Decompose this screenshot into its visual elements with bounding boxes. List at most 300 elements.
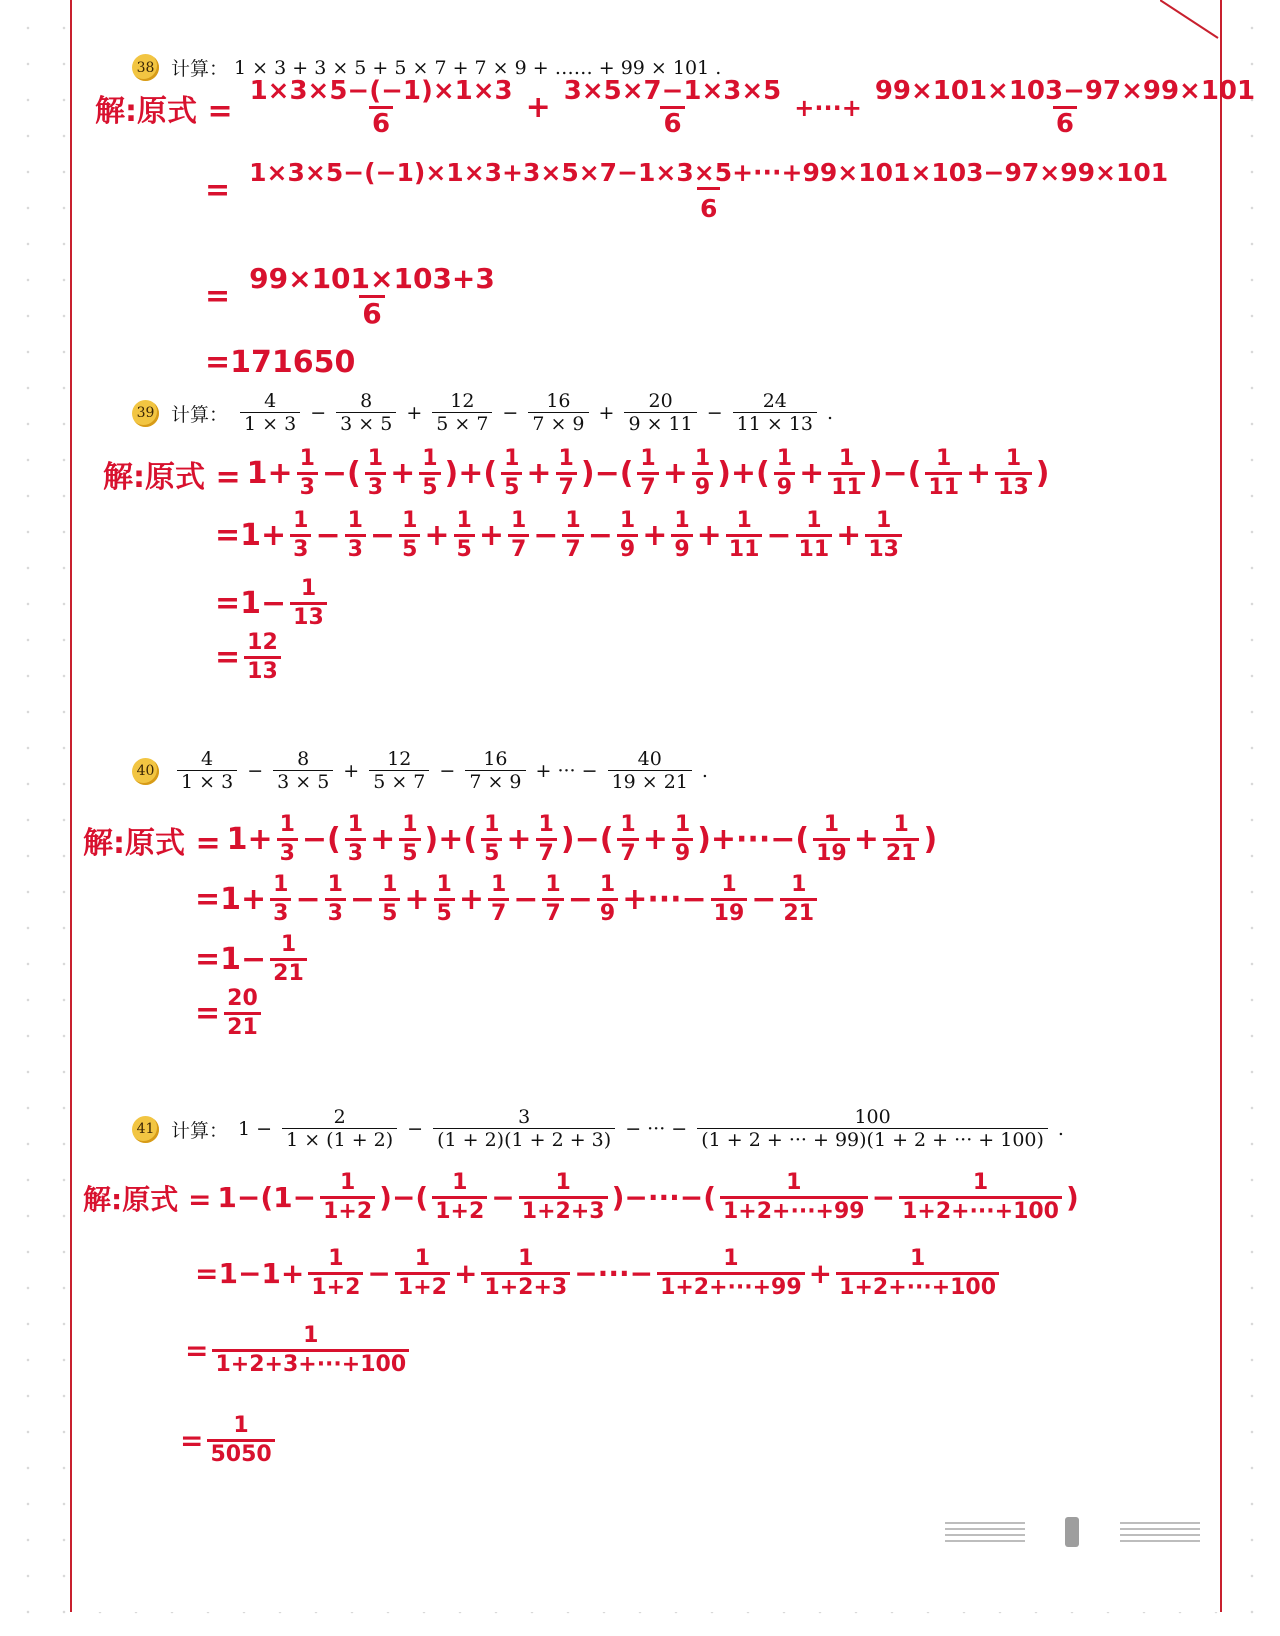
expression-text: 1+ (226, 822, 273, 857)
expression-text: = (180, 1424, 204, 1457)
denominator: 21 (224, 1012, 261, 1039)
fraction (542, 874, 563, 925)
denominator: 3 (277, 838, 298, 865)
denominator: 3 (325, 898, 346, 925)
denominator: 1+2+3 (481, 1272, 570, 1299)
operator: − (706, 402, 723, 425)
denominator: 3 (345, 534, 366, 561)
problem-number-badge: 41 (132, 1116, 159, 1143)
denominator: 5 (419, 472, 440, 499)
fraction (308, 1248, 363, 1299)
solution-41-line-1 (83, 1172, 1079, 1223)
solution-41-line-2 (195, 1248, 1003, 1299)
denominator: 1+2+···+99 (657, 1272, 805, 1299)
solution-prefix: 解:原式 = (83, 825, 221, 861)
expression-text: + (404, 882, 430, 917)
numerator: 1 (293, 508, 309, 533)
expression-text: − (513, 882, 539, 917)
fraction (637, 448, 658, 499)
fraction (290, 578, 327, 629)
denominator: 1+2 (395, 1272, 450, 1299)
numerator: 1 (484, 812, 500, 837)
fraction (780, 874, 817, 925)
expression-text: + (478, 518, 504, 553)
expression-text: )−( (580, 456, 634, 491)
fraction (865, 510, 902, 561)
fraction (519, 1172, 608, 1223)
fraction: $\frac{24}{11 \times 13}$ (733, 392, 817, 435)
fraction (290, 510, 311, 561)
fraction (320, 1172, 375, 1223)
numerator: 1 (303, 1323, 319, 1348)
operator: + ··· − (535, 760, 598, 783)
fraction (813, 814, 850, 865)
fraction (925, 448, 962, 499)
fraction: $\frac{3\times 5\times 7-1\times 3\times 5}{6}$ (563, 76, 782, 139)
expression-text: = (185, 1334, 209, 1367)
operator: + (598, 402, 615, 425)
expression-text: + (453, 1257, 478, 1290)
operator: − (439, 760, 456, 783)
expression-text: +···− (622, 882, 707, 917)
fraction (883, 814, 920, 865)
fraction: $\frac{20}{9 \times 11}$ (624, 392, 696, 435)
expression-text: + (853, 822, 879, 857)
expression-text: + (458, 882, 484, 917)
denominator: 5 (454, 534, 475, 561)
operator: − (502, 402, 519, 425)
expression-text: + (642, 822, 668, 857)
solution-38-line-4: =171650 (205, 345, 356, 380)
numerator: 1 (555, 1170, 571, 1195)
fraction (672, 814, 693, 865)
expression-text: + (799, 456, 825, 491)
numerator: 1 (436, 872, 452, 897)
expression-text: − (295, 882, 321, 917)
page-scroll-indicator[interactable] (945, 1515, 1200, 1549)
fraction (774, 448, 795, 499)
denominator: 1+2+3 (519, 1196, 608, 1223)
denominator: 11 (726, 534, 763, 561)
fraction (488, 874, 509, 925)
numerator: 1 (694, 446, 711, 471)
solution-38-line-1 (95, 78, 1262, 137)
denominator: 1+2+···+99 (720, 1196, 868, 1223)
denominator: 13 (290, 602, 327, 629)
expression-text: )−( (868, 456, 922, 491)
fraction (277, 814, 298, 865)
denominator: 5 (379, 898, 400, 925)
denominator: 3 (270, 898, 291, 925)
fraction (297, 448, 318, 499)
operator: 1 − (238, 1118, 273, 1141)
denominator: 19 (711, 898, 748, 925)
numerator: 1 (838, 446, 855, 471)
fraction: $\frac{12}{5 \times 7}$ (432, 392, 492, 435)
denominator: 7 (536, 838, 557, 865)
denominator: 9 (617, 534, 638, 561)
fraction (481, 1248, 570, 1299)
expression (215, 510, 906, 561)
fraction: 4 1 × 3 (240, 392, 300, 435)
problem-40 (132, 750, 712, 793)
fraction: $\frac{99\times 101\times 103+3}{6}$ (249, 262, 495, 330)
expression-text: + (390, 456, 416, 491)
fraction (207, 1415, 274, 1466)
fraction: $\frac{99\times 101\times 103-97\times 99\times 101}{6}$ (874, 76, 1256, 139)
expression (195, 1248, 1003, 1299)
numerator: 1 (558, 446, 574, 471)
denominator: 1+2+3+···+100 (212, 1349, 409, 1376)
expression (247, 448, 1050, 499)
numerator: 1 (402, 508, 418, 533)
numerator: 1 (620, 812, 636, 837)
expression-text: ) (1066, 1181, 1079, 1214)
fraction (399, 510, 420, 561)
numerator: 1 (339, 1170, 356, 1195)
denominator: 1+2 (432, 1196, 487, 1223)
solution-39-line-3 (215, 578, 331, 629)
denominator: 1+2 (308, 1272, 363, 1299)
denominator: 7 (617, 838, 638, 865)
fraction (796, 510, 833, 561)
expression-text: )+( (444, 456, 498, 491)
expression-text: =1− (215, 586, 287, 621)
expression (217, 1172, 1078, 1223)
fraction (434, 874, 455, 925)
denominator: 5 (501, 472, 522, 499)
denominator: 13 (244, 656, 281, 683)
numerator: 1 (280, 932, 297, 957)
fraction: $\frac{3}{(1 + 2)(1 + 2 + 3)}$ (433, 1108, 615, 1151)
numerator: 1 (619, 508, 636, 533)
expression-text: + (506, 822, 532, 857)
denominator: 13 (865, 534, 902, 561)
fraction (419, 448, 440, 499)
numerator: 1 (347, 812, 364, 837)
operator: − (407, 1118, 424, 1141)
numerator: 1 (367, 446, 384, 471)
denominator: 21 (883, 838, 920, 865)
solution-38-line-3 (205, 262, 502, 330)
numerator: 1 (736, 508, 752, 533)
denominator: 5050 (207, 1439, 274, 1466)
numerator: 1 (791, 872, 807, 897)
solution-39-line-2 (215, 510, 906, 561)
fraction (325, 874, 346, 925)
denominator: 9 (597, 898, 618, 925)
problem-label: 计算： (171, 403, 229, 426)
denominator: 7 (562, 534, 583, 561)
numerator: 1 (723, 1246, 739, 1271)
numerator: 1 (422, 446, 438, 471)
expression-text: + (370, 822, 396, 857)
numerator: 1 (674, 508, 690, 533)
numerator: 1 (233, 1413, 249, 1438)
expression-text: + (836, 518, 862, 553)
numerator: 1 (538, 812, 554, 837)
denominator: 7 (508, 534, 529, 561)
problem-number-badge: 40 (132, 758, 159, 785)
fraction: $\frac{100}{(1 + 2 + \cdot\cdot\cdot + 99)(1 + 2 + \cdot\cdot\cdot + 100)}$ (697, 1108, 1048, 1151)
problem-39 (132, 392, 837, 435)
fraction (224, 988, 261, 1039)
fraction (536, 814, 557, 865)
expression-text: − (367, 1257, 391, 1290)
numerator: 1 (721, 872, 737, 897)
operator: + (406, 402, 423, 425)
expression-text: + (966, 456, 992, 491)
fraction (270, 874, 291, 925)
solution-prefix: 解:原式 = (95, 93, 233, 129)
expression-text: − (766, 518, 792, 553)
fraction (481, 814, 502, 865)
fraction (432, 1172, 487, 1223)
numerator: 1 (328, 1246, 344, 1271)
fraction: $\frac{16}{7 \times 9}$ (528, 392, 588, 435)
denominator: 5 (434, 898, 455, 925)
expression-text: −( (321, 456, 361, 491)
expression-text: )−···−( (611, 1181, 716, 1214)
expression (195, 934, 311, 985)
fraction (501, 448, 522, 499)
fraction: $\frac{40}{19 \times 21}$ (608, 750, 692, 793)
solution-41-line-3 (185, 1325, 413, 1376)
numerator: 20 (227, 986, 258, 1011)
numerator: 1 (490, 872, 507, 897)
denominator: 21 (270, 958, 307, 985)
solution-40-line-4 (195, 988, 265, 1039)
problem-number-badge: 39 (132, 400, 159, 427)
expression-text: − (369, 518, 396, 553)
numerator: 1 (300, 576, 317, 601)
equals-sign: = (205, 279, 231, 314)
expression-text: ) (923, 822, 938, 857)
expression-text: − (871, 1181, 896, 1214)
fraction (365, 448, 386, 499)
expression (195, 874, 821, 925)
expression-text: − (533, 518, 559, 553)
fraction (345, 814, 366, 865)
fraction (212, 1325, 409, 1376)
expression-text: =1− (195, 942, 267, 977)
solution-40-line-3 (195, 934, 311, 985)
numerator: 1 (452, 1170, 468, 1195)
denominator: 3 (297, 472, 318, 499)
solution-41-line-4 (180, 1415, 279, 1466)
operator: . (827, 402, 834, 425)
problem-label: 计算： (171, 58, 229, 80)
numerator: 1 (327, 872, 343, 897)
denominator: 3 (345, 838, 366, 865)
numerator: 1 (565, 508, 581, 533)
numerator: 1 (518, 1246, 534, 1271)
operator: . (1057, 1118, 1064, 1141)
denominator: 3 (290, 534, 311, 561)
solution-prefix: 解:原式 = (83, 1182, 212, 1216)
expression-text: =1−1+ (195, 1257, 305, 1290)
fraction (726, 510, 763, 561)
expression-text: )−( (379, 1181, 429, 1214)
numerator: 1 (504, 446, 520, 471)
expression-text: − (315, 518, 341, 553)
fraction (617, 510, 638, 561)
fraction (270, 934, 307, 985)
problem-number-badge: 38 (132, 54, 159, 81)
fraction (657, 1248, 805, 1299)
problem-label: 计算： (171, 1119, 229, 1142)
fraction (379, 874, 400, 925)
expression-text: −( (301, 822, 341, 857)
numerator: 12 (247, 630, 278, 655)
numerator: 1 (402, 812, 418, 837)
problem-expression: 1 × 3 + 3 × 5 + 5 × 7 + 7 × 9 + …… + 99 × 101 . (234, 56, 722, 79)
denominator: 11 (925, 472, 962, 499)
denominator: 11 (796, 534, 833, 561)
denominator: 9 (692, 472, 713, 499)
denominator: 1+2 (320, 1196, 375, 1223)
expression-text: + (662, 456, 688, 491)
expression-text: + (696, 518, 722, 553)
numerator: 1 (599, 872, 616, 897)
denominator: 7 (637, 472, 658, 499)
numerator: 1 (456, 508, 472, 533)
expression-text: )+···−( (697, 822, 810, 857)
fraction (720, 1172, 868, 1223)
expression-text: 1−(1− (217, 1181, 317, 1214)
expression (195, 988, 265, 1039)
expression-text: − (751, 882, 777, 917)
fraction (711, 874, 748, 925)
denominator: 1+2+···+100 (836, 1272, 999, 1299)
solution-39-line-4 (215, 632, 285, 683)
fraction: $\frac{1\times 3\times 5-(-1)\times 1\times 3}{6}$ (249, 76, 513, 139)
operator: − (310, 402, 327, 425)
fraction (899, 1172, 1062, 1223)
expression (227, 814, 938, 865)
numerator: 1 (414, 1246, 431, 1271)
fraction (995, 448, 1032, 499)
expression-text: = (215, 640, 241, 675)
solution-40-line-1 (83, 814, 937, 865)
operator: + (525, 90, 551, 125)
denominator: 5 (399, 534, 420, 561)
numerator: 1 (936, 446, 952, 471)
fraction: $\frac{8}{3 \times 5}$ (273, 750, 333, 793)
fraction (556, 448, 577, 499)
fraction: 4 1 × 3 (177, 750, 237, 793)
denominator: 9 (672, 838, 693, 865)
fraction (671, 510, 692, 561)
fraction: $\frac{12}{5 \times 7}$ (369, 750, 429, 793)
expression-text: 1+ (246, 456, 293, 491)
equals-sign: = (205, 173, 231, 208)
numerator: 1 (279, 812, 295, 837)
fraction (692, 448, 713, 499)
expression-text: + (526, 456, 552, 491)
numerator: 1 (273, 872, 289, 897)
denominator: 7 (488, 898, 509, 925)
operator: − (247, 760, 264, 783)
numerator: 1 (640, 446, 656, 471)
expression-text: =1+ (195, 882, 267, 917)
fraction: $\frac{8}{3 \times 5}$ (336, 392, 396, 435)
expression (215, 578, 331, 629)
denominator: 5 (399, 838, 420, 865)
fraction (508, 510, 529, 561)
expression-text: − (349, 882, 376, 917)
expression-text: + (642, 518, 668, 553)
problem-41 (132, 1108, 1068, 1151)
fraction (617, 814, 638, 865)
fraction: $\frac{2}{1 \times (1 + 2)}$ (282, 1108, 397, 1151)
solution-prefix: 解:原式 = (103, 459, 241, 495)
numerator: 1 (1005, 446, 1022, 471)
fraction (454, 510, 475, 561)
expression-text: + (808, 1257, 833, 1290)
fraction (836, 1248, 999, 1299)
numerator: 1 (776, 446, 793, 471)
expression-text: = (195, 996, 221, 1031)
expression-text: − (491, 1181, 515, 1214)
denominator: 7 (556, 472, 577, 499)
page-corner-fold (1160, 0, 1220, 40)
numerator: 1 (823, 812, 840, 837)
fraction (597, 874, 618, 925)
expression-text: + (424, 518, 450, 553)
denominator: 9 (774, 472, 795, 499)
denominator: 21 (780, 898, 817, 925)
fraction (345, 510, 366, 561)
expression (180, 1415, 279, 1466)
numerator: 1 (893, 812, 909, 837)
expression-text: − (567, 882, 593, 917)
fraction (562, 510, 583, 561)
expression-text: ) (1035, 456, 1050, 491)
denominator: 3 (365, 472, 386, 499)
solution-38-line-2 (205, 160, 1175, 221)
solution-40-line-2 (195, 874, 821, 925)
expression-text: )−( (560, 822, 614, 857)
fraction (399, 814, 420, 865)
numerator: 1 (545, 872, 561, 897)
expression-text: −···− (574, 1257, 654, 1290)
numerator: 1 (806, 508, 822, 533)
fraction: $\frac{16}{7 \times 9}$ (465, 750, 525, 793)
expression-text: − (587, 518, 613, 553)
numerator: 1 (347, 508, 363, 533)
numerator: 1 (909, 1246, 926, 1271)
operator: + (343, 760, 360, 783)
expression (185, 1325, 413, 1376)
fraction (244, 632, 281, 683)
numerator: 1 (299, 446, 315, 471)
denominator: 1+2+···+100 (899, 1196, 1062, 1223)
operator: +···+ (794, 93, 862, 122)
denominator: 13 (995, 472, 1032, 499)
expression-text: )+( (717, 456, 770, 491)
expression-text: =1+ (215, 518, 287, 553)
numerator: 1 (674, 812, 691, 837)
operator: . (701, 760, 708, 783)
denominator: 9 (671, 534, 692, 561)
fraction: $\frac{1\times 3\times 5-(-1)\times 1\times 3+3\times 5\times 7-1\times 3\times 5+\cdot\cdot\cdot+99\times 101\times 103-97\times 99\times 101}{6}$ (249, 158, 1169, 223)
numerator: 1 (972, 1170, 989, 1195)
numerator: 1 (786, 1170, 802, 1195)
denominator: 19 (813, 838, 850, 865)
numerator: 1 (510, 508, 527, 533)
numerator: 1 (382, 872, 398, 897)
